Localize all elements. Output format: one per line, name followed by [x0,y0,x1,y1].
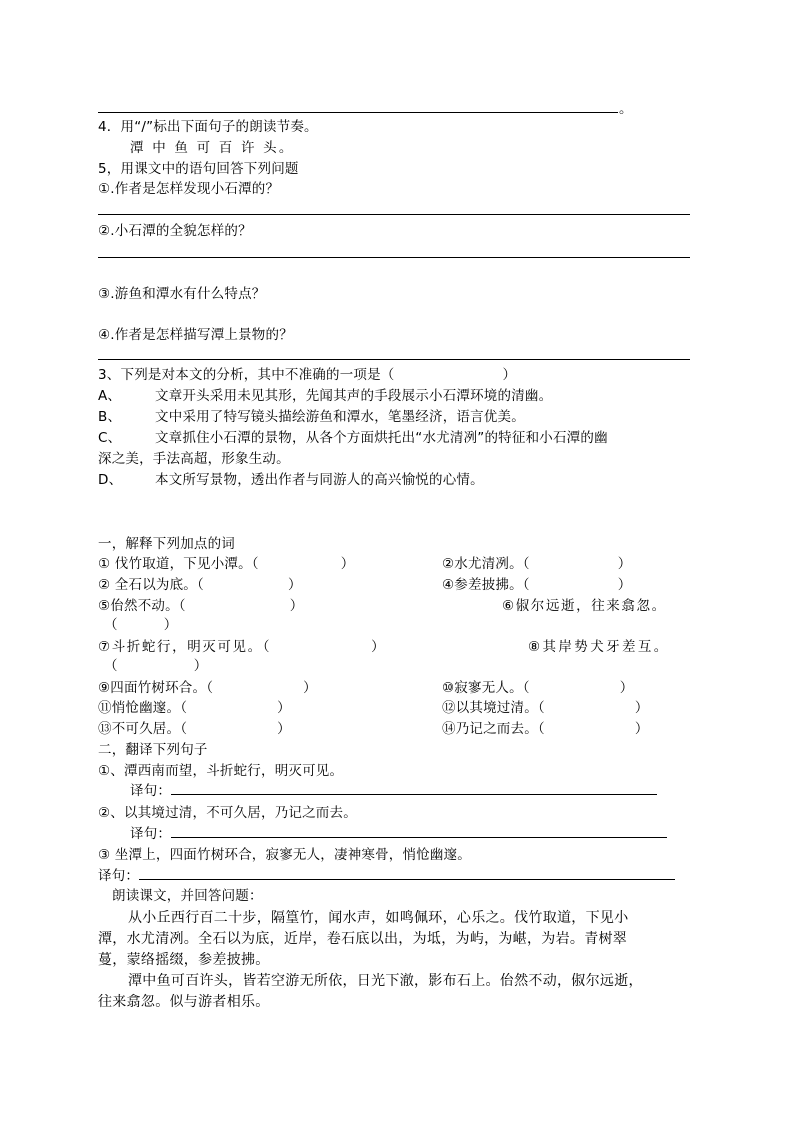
q3-stem-close: ） [502,367,517,383]
q3-option-c-cont: 深之美，手法高超，形象生动。 [98,451,290,467]
vocab-item-14: ⑭乃记之而去。（ ） [442,721,649,737]
q3-stem-text: 3、下列是对本文的分析，其中不准确的一项是（ [98,367,395,383]
q5-item-3: ③.游鱼和潭水有什么特点？ [98,286,266,302]
vocab-item-6: ⑥俶尔远逝，往来翕忽。 [502,598,667,614]
vocab-item-7: ⑦斗折蛇行，明灭可见。（ ） [98,639,387,655]
vocab-item-8: ⑧其岸势犬牙差互。 [528,639,670,655]
translate-answer-3: 译句： [98,867,675,885]
passage-line: 蔓，蒙络摇缀，参差披拂。 [98,952,270,968]
line-end-mark: 。 [619,101,633,117]
part2-title: 二，翻译下列句子 [98,742,208,758]
vocab-item-4: ④参差披拂。（ ） [442,577,632,593]
translate-answer-2: 译句： [130,825,667,843]
q3-option-c-text: 文章抓住小石潭的景物，从各个方面烘托出“水尤清冽”的特征和小石潭的幽 [155,430,608,446]
passage-line: 从小丘西行百二十步，隔篁竹，闻水声，如鸣佩环，心乐之。伐竹取道，下见小 [128,910,629,926]
reading-title: 朗读课文，并回答问题： [112,888,263,904]
q3-stem [98,366,516,384]
translate-sentence-2: ②、以其境过清，不可久居，乃记之而去。 [98,805,357,821]
vocab-item-6-paren: （ ） [104,617,178,633]
vocab-item-2: ②水尤清冽。（ ） [442,556,632,572]
vocab-item-12: ⑫以其境过清。（ ） [442,700,649,716]
q3-option-a-letter: A、 [98,388,122,404]
answer-line [98,112,618,113]
q3-option-a-text: 文章开头采用未见其形，先闻其声的手段展示小石潭环境的清幽。 [155,388,553,404]
passage-line: 往来翕忽。似与游者相乐。 [98,994,270,1010]
q5-item-4: ④.作者是怎样描写潭上景物的？ [98,327,293,343]
vocab-item-11: ⑪悄怆幽邃。（ ） [98,700,291,716]
answer-line [98,214,690,215]
vocab-item-10: ⑩寂寥无人。（ ） [442,680,634,696]
passage-line: 潭中鱼可百许头，皆若空游无所依，日光下澈，影布石上。佁然不动，俶尔远逝， [128,973,643,989]
vocab-item-9: ⑨四面竹树环合。（ ） [98,680,317,696]
q5-title: 5，用课文中的语句回答下列问题 [98,161,299,177]
vocab-item-5: ⑤佁然不动。（ ） [98,598,304,614]
answer-line [98,359,690,360]
q3-option-b-letter: B、 [98,409,122,425]
passage-line: 潭，水尤清冽。全石以为底，近岸，卷石底以出，为坻，为屿，为嵁，为岩。青树翠 [98,931,628,947]
q3-option-c-letter: C、 [98,430,122,446]
vocab-item-8-paren: （ ） [104,658,208,674]
vocab-item-1: ① 伐竹取道，下见小潭。（ ） [98,556,355,572]
translate-sentence-3: ③ 坐潭上，四面竹树环合，寂寥无人，凄神寒骨，悄怆幽邃。 [98,847,471,863]
q3-option-d-text: 本文所写景物，透出作者与同游人的高兴愉悦的心情。 [155,472,484,488]
q3-option-b-text: 文中采用了特写镜头描绘游鱼和潭水，笔墨经济，语言优美。 [155,409,525,425]
q5-item-1: ①.作者是怎样发现小石潭的？ [98,181,280,197]
vocab-item-3: ② 全石以为底。（ ） [98,577,302,593]
answer-line [98,257,690,258]
q5-item-2: ②.小石潭的全貌怎样的？ [98,223,252,239]
q4-title: 4．用“/”标出下面句子的朗读节奏。 [98,119,318,135]
translate-sentence-1: ①、潭西南而望，斗折蛇行，明灭可见。 [98,763,344,779]
q4-sentence: 潭 中 鱼 可 百 许 头。 [130,140,295,156]
q3-option-d-letter: D、 [98,472,123,488]
translate-answer-1: 译句： [130,782,657,800]
part1-title: 一，解释下列加点的词 [98,536,235,552]
vocab-item-13: ⑬不可久居。（ ） [98,721,291,737]
